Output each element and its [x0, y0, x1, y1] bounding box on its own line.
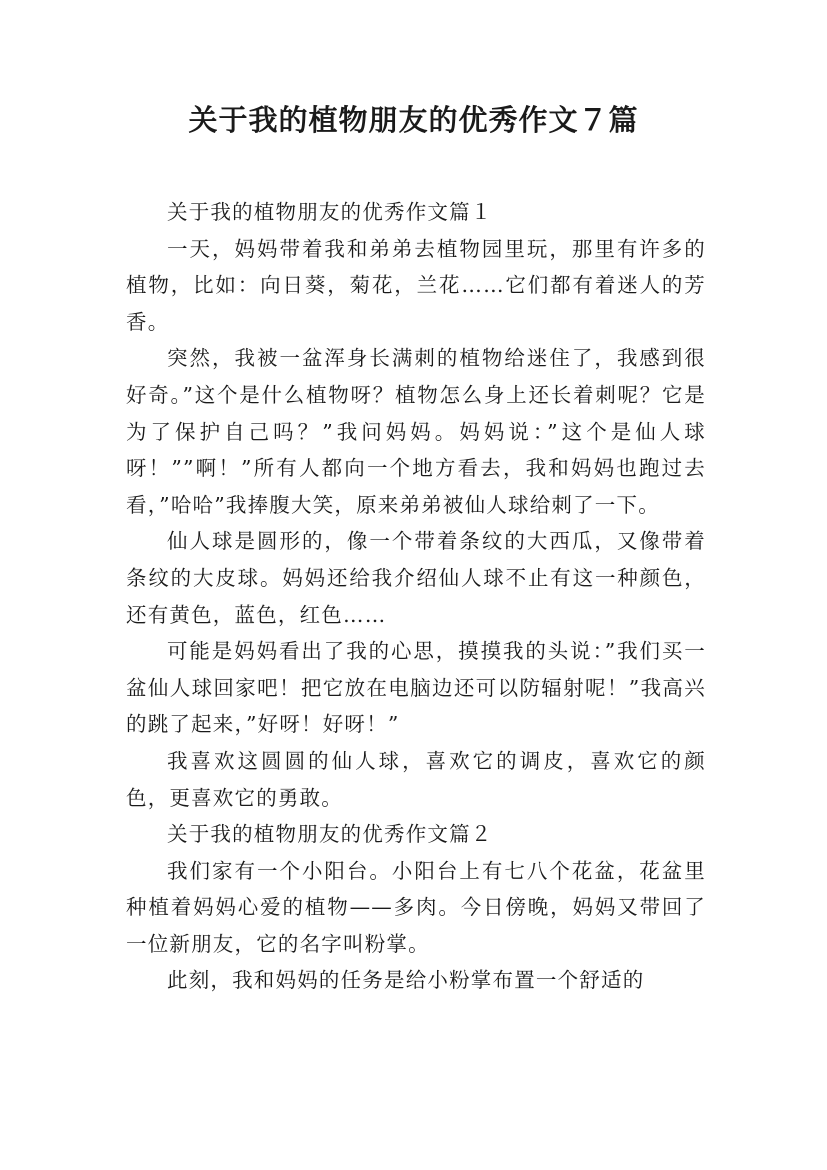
paragraph: 我们家有一个小阳台。小阳台上有七八个花盆，花盆里种植着妈妈心爱的植物——多肉。今日傍晚，妈妈又带回了一位新朋友，它的名字叫粉掌。	[126, 858, 706, 956]
paragraph: 一天，妈妈带着我和弟弟去植物园里玩，那里有许多的植物，比如：向日葵，菊花，兰花……它们都有着迷人的芳香。	[126, 236, 706, 334]
paragraph: 仙人球是圆形的，像一个带着条纹的大西瓜，又像带着条纹的大皮球。妈妈还给我介绍仙人球不止有这一种颜色，还有黄色，蓝色，红色……	[126, 529, 706, 627]
paragraph: 我喜欢这圆圆的仙人球，喜欢它的调皮，喜欢它的颜色，更喜欢它的勇敢。	[126, 748, 706, 810]
paragraph: 可能是妈妈看出了我的心思，摸摸我的头说：”我们买一盆仙人球回家吧！把它放在电脑边还可以防辐射呢！”我高兴的跳了起来，”好呀！好呀！”	[126, 639, 706, 737]
paragraph: 突然，我被一盆浑身长满刺的植物给迷住了，我感到很好奇。”这个是什么植物呀？植物怎么身上还长着刺呢？它是为了保护自己吗？”我问妈妈。妈妈说：”这个是仙人球呀！””啊！”所有人都向一个地方看去，我和妈妈也跑过去看，”哈哈”我捧腹大笑，原来弟弟被仙人球给刺了一下。	[126, 346, 706, 517]
document-title: 关于我的植物朋友的优秀作文７篇	[188, 103, 639, 137]
section-heading-1: 关于我的植物朋友的优秀作文篇１	[167, 200, 493, 224]
paragraph: 此刻，我和妈妈的任务是给小粉掌布置一个舒适的	[167, 968, 645, 993]
document-body	[126, 194, 706, 999]
section-heading-2: 关于我的植物朋友的优秀作文篇２	[167, 822, 493, 847]
